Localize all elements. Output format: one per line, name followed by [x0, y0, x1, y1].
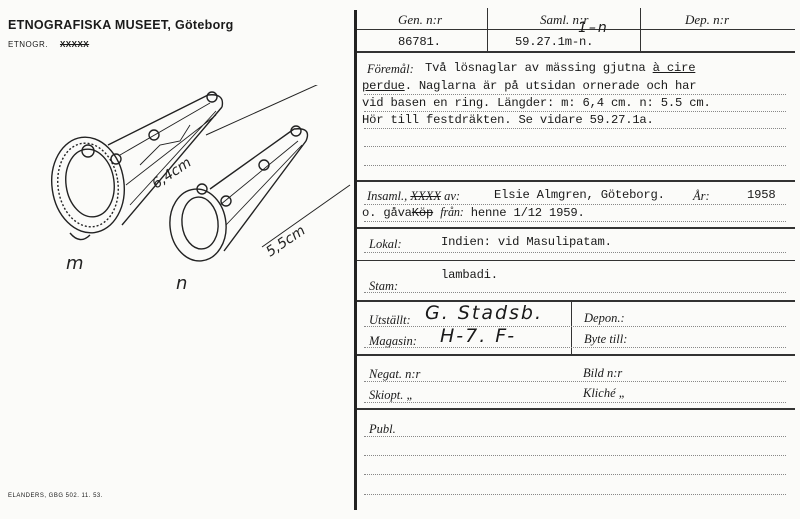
insaml-label: Insaml., XXXX av:	[367, 189, 461, 203]
dotted-rule	[364, 347, 786, 348]
dotted-rule	[364, 204, 786, 205]
dotted-rule	[364, 146, 786, 147]
dotted-rule	[364, 128, 786, 129]
skiopt-label: Skiopt. „	[369, 388, 414, 402]
dep-label: Dep. n:r	[685, 12, 730, 27]
dim-n-label: 5,5cm	[263, 222, 309, 261]
gen-value: 86781.	[398, 35, 441, 49]
dotted-rule	[364, 494, 786, 495]
dotted-rule	[364, 436, 786, 437]
rule-5	[357, 300, 795, 302]
dim-m-label: 6,4cm	[149, 154, 195, 193]
dotted-rule	[364, 221, 786, 222]
col-divider-1	[487, 8, 488, 52]
negat-label: Negat. n:r	[369, 367, 421, 381]
bild-label: Bild n:r	[583, 366, 623, 380]
dotted-rule	[364, 292, 786, 293]
magasin-handwritten: H-7. F-	[440, 325, 517, 347]
dotted-rule	[364, 381, 786, 382]
head-rule	[357, 29, 795, 30]
saml-label: Saml. n:r	[540, 12, 589, 27]
dotted-rule	[364, 94, 786, 95]
dotted-rule	[364, 326, 786, 327]
rule-4	[357, 260, 795, 261]
byte-label: Byte till:	[584, 332, 628, 346]
ar-value: 1958	[747, 188, 776, 202]
saml-value: 59.27.1m-n.	[515, 35, 594, 49]
magasin-label: Magasin:	[369, 334, 417, 348]
ar-label: År:	[693, 189, 710, 203]
foremal-line-1: Två lösnaglar av mässing gjutna à cire	[425, 61, 696, 75]
dotted-rule	[364, 165, 786, 166]
rule-1	[357, 51, 795, 53]
etnogr-label: ETNOGR. XXXXX	[8, 40, 90, 49]
saml-handwritten: 1–n	[578, 20, 609, 36]
col-divider-2	[640, 8, 641, 52]
insaml-line-2: o. gåvaKöp från: henne 1/12 1959.	[362, 205, 585, 220]
foremal-label: Föremål:	[367, 62, 414, 76]
rule-6	[357, 354, 795, 356]
rule-2	[357, 180, 795, 182]
utstallt-label: Utställt:	[369, 313, 411, 327]
printer-imprint: ELANDERS, GBG 502. 11. 53.	[8, 493, 103, 499]
utstallt-handwritten: G. Stadsb.	[425, 302, 544, 324]
insaml-value: Elsie Almgren, Göteborg.	[494, 188, 665, 202]
depon-label: Depon.:	[584, 311, 625, 325]
lokal-value: Indien: vid Masulipatam.	[441, 235, 612, 249]
artifact-m-drawing	[46, 92, 223, 240]
etnogr-struck: XXXXX	[59, 40, 90, 49]
artifact-sketch	[30, 85, 360, 300]
foremal-line-4: Hör till festdräkten. Se vidare 59.27.1a.	[362, 113, 654, 127]
foremal-line-3: vid basen en ring. Längder: m: 6,4 cm. n: 5.5 cm.	[362, 96, 711, 110]
museum-heading: ETNOGRAFISKA MUSEET, Göteborg	[8, 18, 234, 32]
stam-label: Stam:	[369, 279, 399, 293]
dotted-rule	[364, 402, 786, 403]
dotted-rule	[364, 111, 786, 112]
lokal-label: Lokal:	[369, 237, 402, 251]
kliche-label: Kliché „	[583, 386, 626, 400]
label-m: m	[66, 253, 84, 274]
rule-3	[357, 227, 795, 229]
stam-value: lambadi.	[441, 268, 498, 282]
gen-label: Gen. n:r	[398, 12, 443, 27]
dotted-rule	[364, 455, 786, 456]
label-n: n	[176, 273, 188, 294]
dotted-rule	[364, 252, 786, 253]
publ-label: Publ.	[369, 422, 396, 436]
foremal-line-2: perdue. Naglarna är på utsidan ornerade och har	[362, 79, 697, 93]
rule-7	[357, 408, 795, 410]
dotted-rule	[364, 474, 786, 475]
